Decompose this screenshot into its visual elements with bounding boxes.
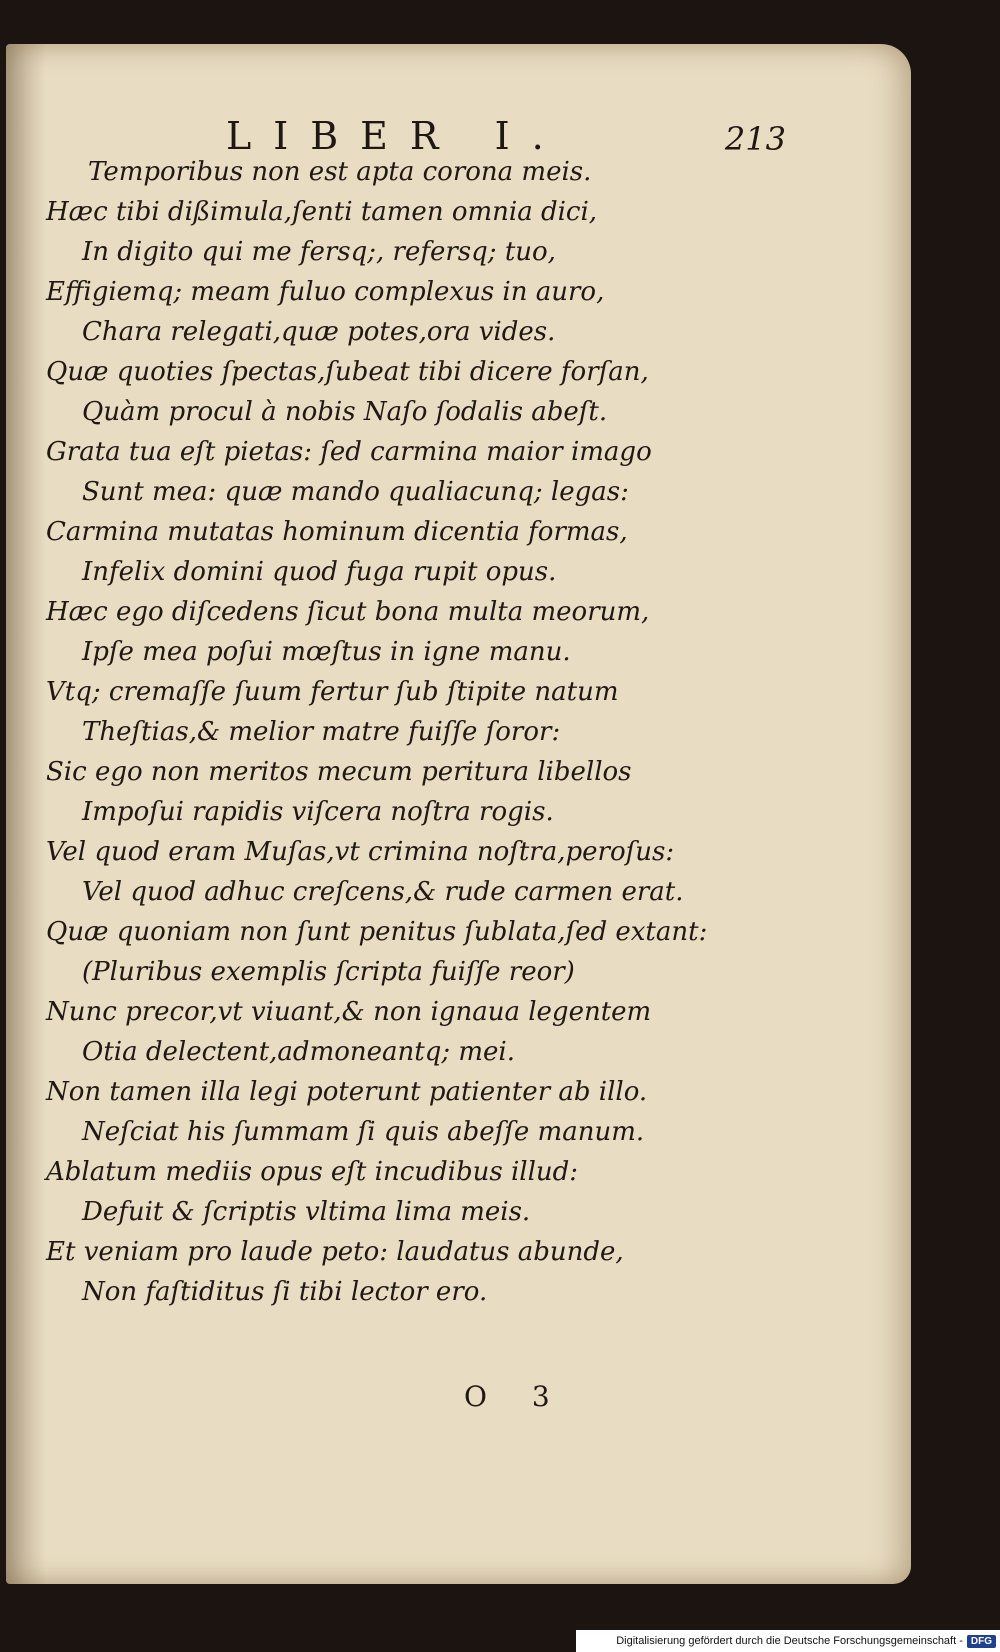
verse-line: Chara relegati,quæ potes,ora vides. xyxy=(82,317,556,347)
verse-line: Vel quod adhuc creſcens,& rude carmen erat. xyxy=(82,877,684,907)
verse-line: Ablatum mediis opus eſt incudibus illud: xyxy=(46,1157,579,1187)
signature-mark: O 3 xyxy=(464,1380,568,1413)
digitization-credit: Digitalisierung gefördert durch die Deutsche Forschungsgemeinschaft - xyxy=(616,1635,963,1647)
verse-line: Grata tua eſt pietas: ſed carmina maior imago xyxy=(46,437,652,467)
verse-line: Hæc ego diſcedens ſicut bona multa meorum, xyxy=(46,597,650,627)
verse-line: Sunt mea: quæ mando qualiacunq; legas: xyxy=(82,477,629,507)
running-title: LIBER I. xyxy=(226,114,566,158)
verse-line: Et veniam pro laude peto: laudatus abunde, xyxy=(46,1237,624,1267)
verse-line: Quæ quoniam non ſunt penitus ſublata,ſed extant: xyxy=(46,917,708,947)
verse-line: In digito qui me fersq;, refersq; tuo, xyxy=(82,237,556,267)
verse-line: Effigiemq; meam fuluo complexus in auro, xyxy=(46,277,605,307)
verse-line: Carmina mutatas hominum dicentia formas, xyxy=(46,517,628,547)
verse-line: Otia delectent,admoneantq; mei. xyxy=(82,1037,515,1067)
digitization-credit-bar xyxy=(576,1630,1000,1652)
verse-line: Temporibus non est apta corona meis. xyxy=(88,157,592,187)
verse-line: Nunc precor,vt viuant,& non ignaua legentem xyxy=(46,997,652,1027)
dfg-logo: DFG xyxy=(967,1635,996,1648)
verse-line: Quæ quoties ſpectas,ſubeat tibi dicere forſan, xyxy=(46,357,649,387)
verse-line: Non faſtiditus ſi tibi lector ero. xyxy=(82,1277,488,1307)
verse-block xyxy=(6,44,911,1584)
verse-line: Defuit & ſcriptis vltima lima meis. xyxy=(82,1197,531,1227)
verse-line: Ipſe mea poſui mœſtus in igne manu. xyxy=(82,637,571,667)
verse-line: Non tamen illa legi poterunt patienter ab illo. xyxy=(46,1077,648,1107)
verse-line: Vtq; cremaſſe ſuum fertur ſub ſtipite natum xyxy=(46,677,619,707)
page-number: 213 xyxy=(724,120,786,158)
verse-line: (Pluribus exemplis ſcripta fuiſſe reor) xyxy=(82,957,575,987)
verse-line: Impoſui rapidis viſcera noſtra rogis. xyxy=(82,797,554,827)
verse-line: Vel quod eram Muſas,vt crimina noſtra,peroſus: xyxy=(46,837,675,867)
verse-line: Sic ego non meritos mecum peritura libellos xyxy=(46,757,632,787)
verse-line: Theſtias,& melior matre fuiſſe ſoror: xyxy=(82,717,561,747)
verse-line: Quàm procul à nobis Naſo ſodalis abeſt. xyxy=(82,397,608,427)
verse-line: Hæc tibi dißimula,ſenti tamen omnia dici, xyxy=(46,197,598,227)
book-page xyxy=(6,44,911,1584)
verse-line: Infelix domini quod fuga rupit opus. xyxy=(82,557,557,587)
verse-line: Neſciat his ſummam ſi quis abeſſe manum. xyxy=(82,1117,645,1147)
